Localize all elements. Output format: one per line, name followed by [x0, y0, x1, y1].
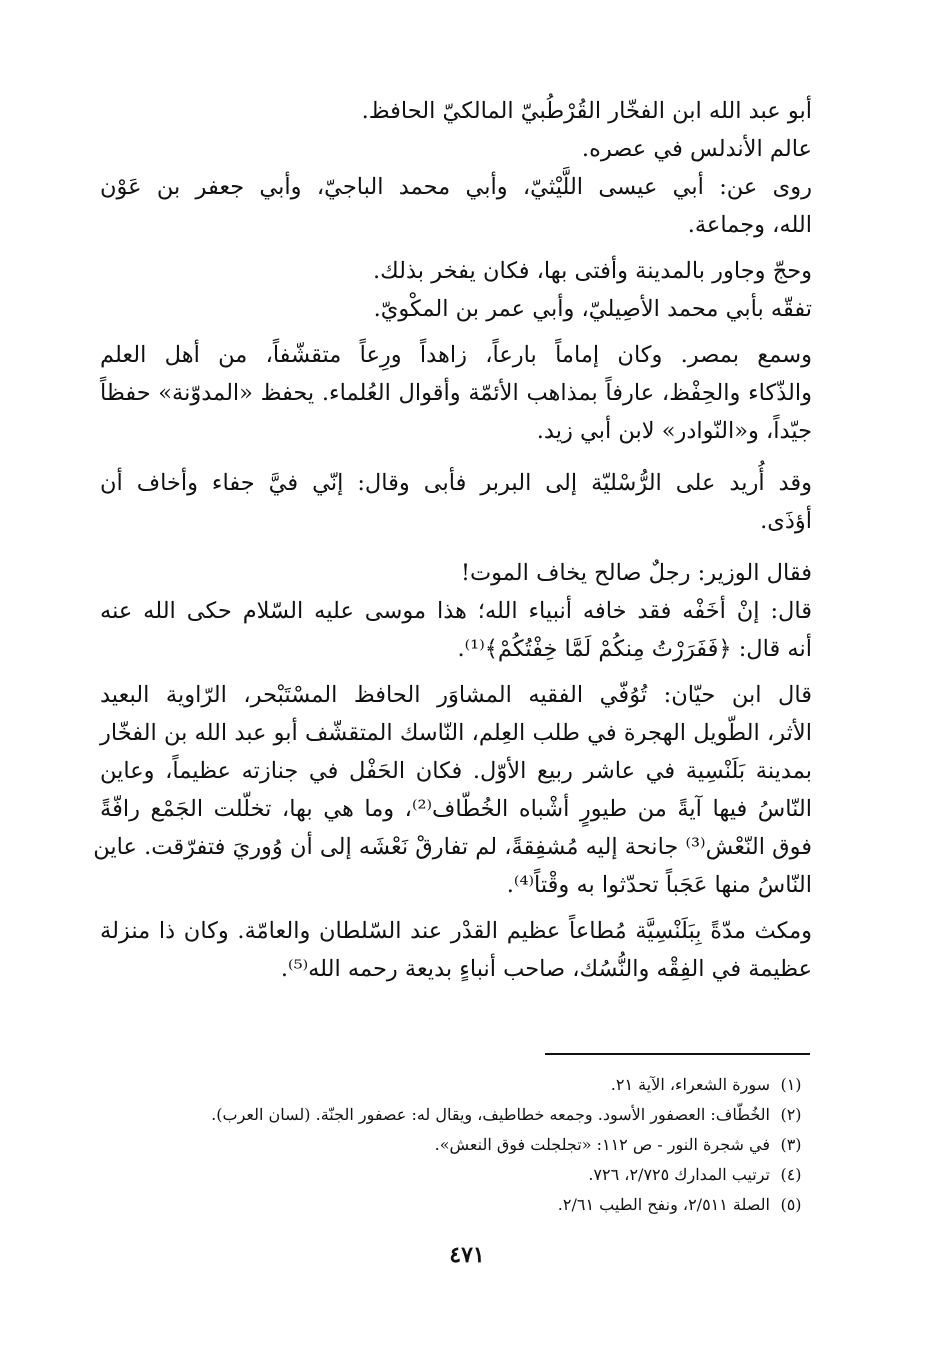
text-line: قال ابن حيّان: تُوُفّي الفقيه المشاوَر الحافظ المسْتَبْحر، الرّاوية البعيد	[100, 682, 812, 708]
text-line: فوق النّعْش⁽³⁾ جانحة إليه مُشفِقةً، لم تفارقْ نَعْشَه إلى أن وُوريَ فتفرّقت. عاين	[93, 834, 812, 860]
text-line: ومكث مدّةً بِبَلَنْسِيَّة مُطاعاً عظيم القدْر عند السّلطان والعامّة. وكان ذا منزلة	[100, 918, 812, 944]
footnotes	[100, 1070, 812, 1220]
footnote-number: (٢)	[780, 1105, 802, 1124]
footnote-text: في شجرة النور - ص ١١٢: «تجلجلت فوق النعش».	[434, 1135, 770, 1154]
footnote-divider	[545, 1053, 810, 1055]
footnote-item	[100, 1160, 812, 1190]
text-line: عظيمة في الفِقْه والنُّسُك، صاحب أنباءٍ بديعة رحمه الله⁽⁵⁾.	[280, 956, 812, 982]
footnote-item	[100, 1070, 812, 1100]
text-line: قال: إنْ أخَفْه فقد خافه أنبياء الله؛ هذا موسى عليه السّلام حكى الله عنه	[100, 598, 812, 624]
text-line: وحجّ وجاور بالمدينة وأفتى بها، فكان يفخر بذلك.	[373, 258, 812, 284]
footnote-number: (١)	[780, 1075, 802, 1094]
text-line: النّاسُ منها عَجَباً تحدّثوا به وقْتاً⁽⁴⁾.	[506, 872, 812, 898]
text-line: تفقّه بأبي محمد الأصِيليّ، وأبي عمر بن المكْويّ.	[373, 296, 812, 322]
text-line: عالم الأندلس في عصره.	[581, 136, 812, 162]
text-line: الأثر، الطّويل الهجرة في طلب العِلم، النّاسك المتقشّف أبو عبد الله بن الفخّار	[100, 720, 812, 746]
footnote-number: (٤)	[780, 1165, 802, 1184]
text-line: أنه قال: ﴿فَفَرَرْتُ مِنكُمْ لَمَّا خِفْتُكُمْ﴾⁽¹⁾.	[457, 636, 812, 662]
text-line: الله، وجماعة.	[687, 212, 812, 238]
footnote-text: الخُطّاف: العصفور الأسود. وجمعه خطاطيف، ويقال له: عصفور الجنّة. (لسان العرب).	[211, 1105, 770, 1124]
footnote-text: سورة الشعراء، الآية ٢١.	[610, 1075, 770, 1094]
page-number: ٤٧١	[449, 1242, 485, 1268]
text-line: وسمع بمصر. وكان إماماً بارعاً، زاهداً ورِعاً متقشّفاً، من أهل العلم	[100, 342, 812, 368]
footnote-number: (٣)	[780, 1135, 802, 1154]
text-line: جيّداً، و«النّوادر» لابن أبي زيد.	[536, 418, 812, 444]
footnote-number: (٥)	[780, 1195, 802, 1214]
text-line: النّاسُ فيها آيةً من طيورٍ أشْباه الخُطّاف⁽²⁾، وما هي بها، تخلّلت الجَمْع رافّةً	[100, 796, 812, 822]
footnote-item	[100, 1190, 812, 1220]
text-line: وقد أُريد على الرُّسْليّة إلى البربر فأبى وقال: إنّي فيَّ جفاء وأخاف أن	[100, 470, 812, 496]
text-line: فقال الوزير: رجلٌ صالح يخاف الموت!	[460, 560, 812, 586]
footnote-item	[100, 1130, 812, 1160]
text-line: روى عن: أبي عيسى اللَّيْثيّ، وأبي محمد الباجيّ، وأبي جعفر بن عَوْن	[100, 174, 812, 200]
text-line: أؤذَى.	[760, 508, 812, 534]
footnote-text: ترتيب المدارك ٢/٧٢٥، ٧٢٦.	[588, 1165, 770, 1184]
footnote-text: الصلة ٢/٥١١، ونفح الطيب ٢/٦١.	[557, 1195, 770, 1214]
text-line: بمدينة بَلَنْسِية في عاشر ربيع الأوّل. فكان الحَفْل في جنازته عظيماً، وعاين	[100, 758, 812, 784]
text-line: والذّكاء والحِفْظ، عارفاً بمذاهب الأئمّة وأقوال العُلماء. يحفظ «المدوّنة» حفظاً	[100, 380, 812, 406]
text-line: أبو عبد الله ابن الفخّار القُرْطُبيّ المالكيّ الحافظ.	[361, 98, 812, 124]
footnote-item	[100, 1100, 812, 1130]
main-text	[93, 92, 812, 988]
